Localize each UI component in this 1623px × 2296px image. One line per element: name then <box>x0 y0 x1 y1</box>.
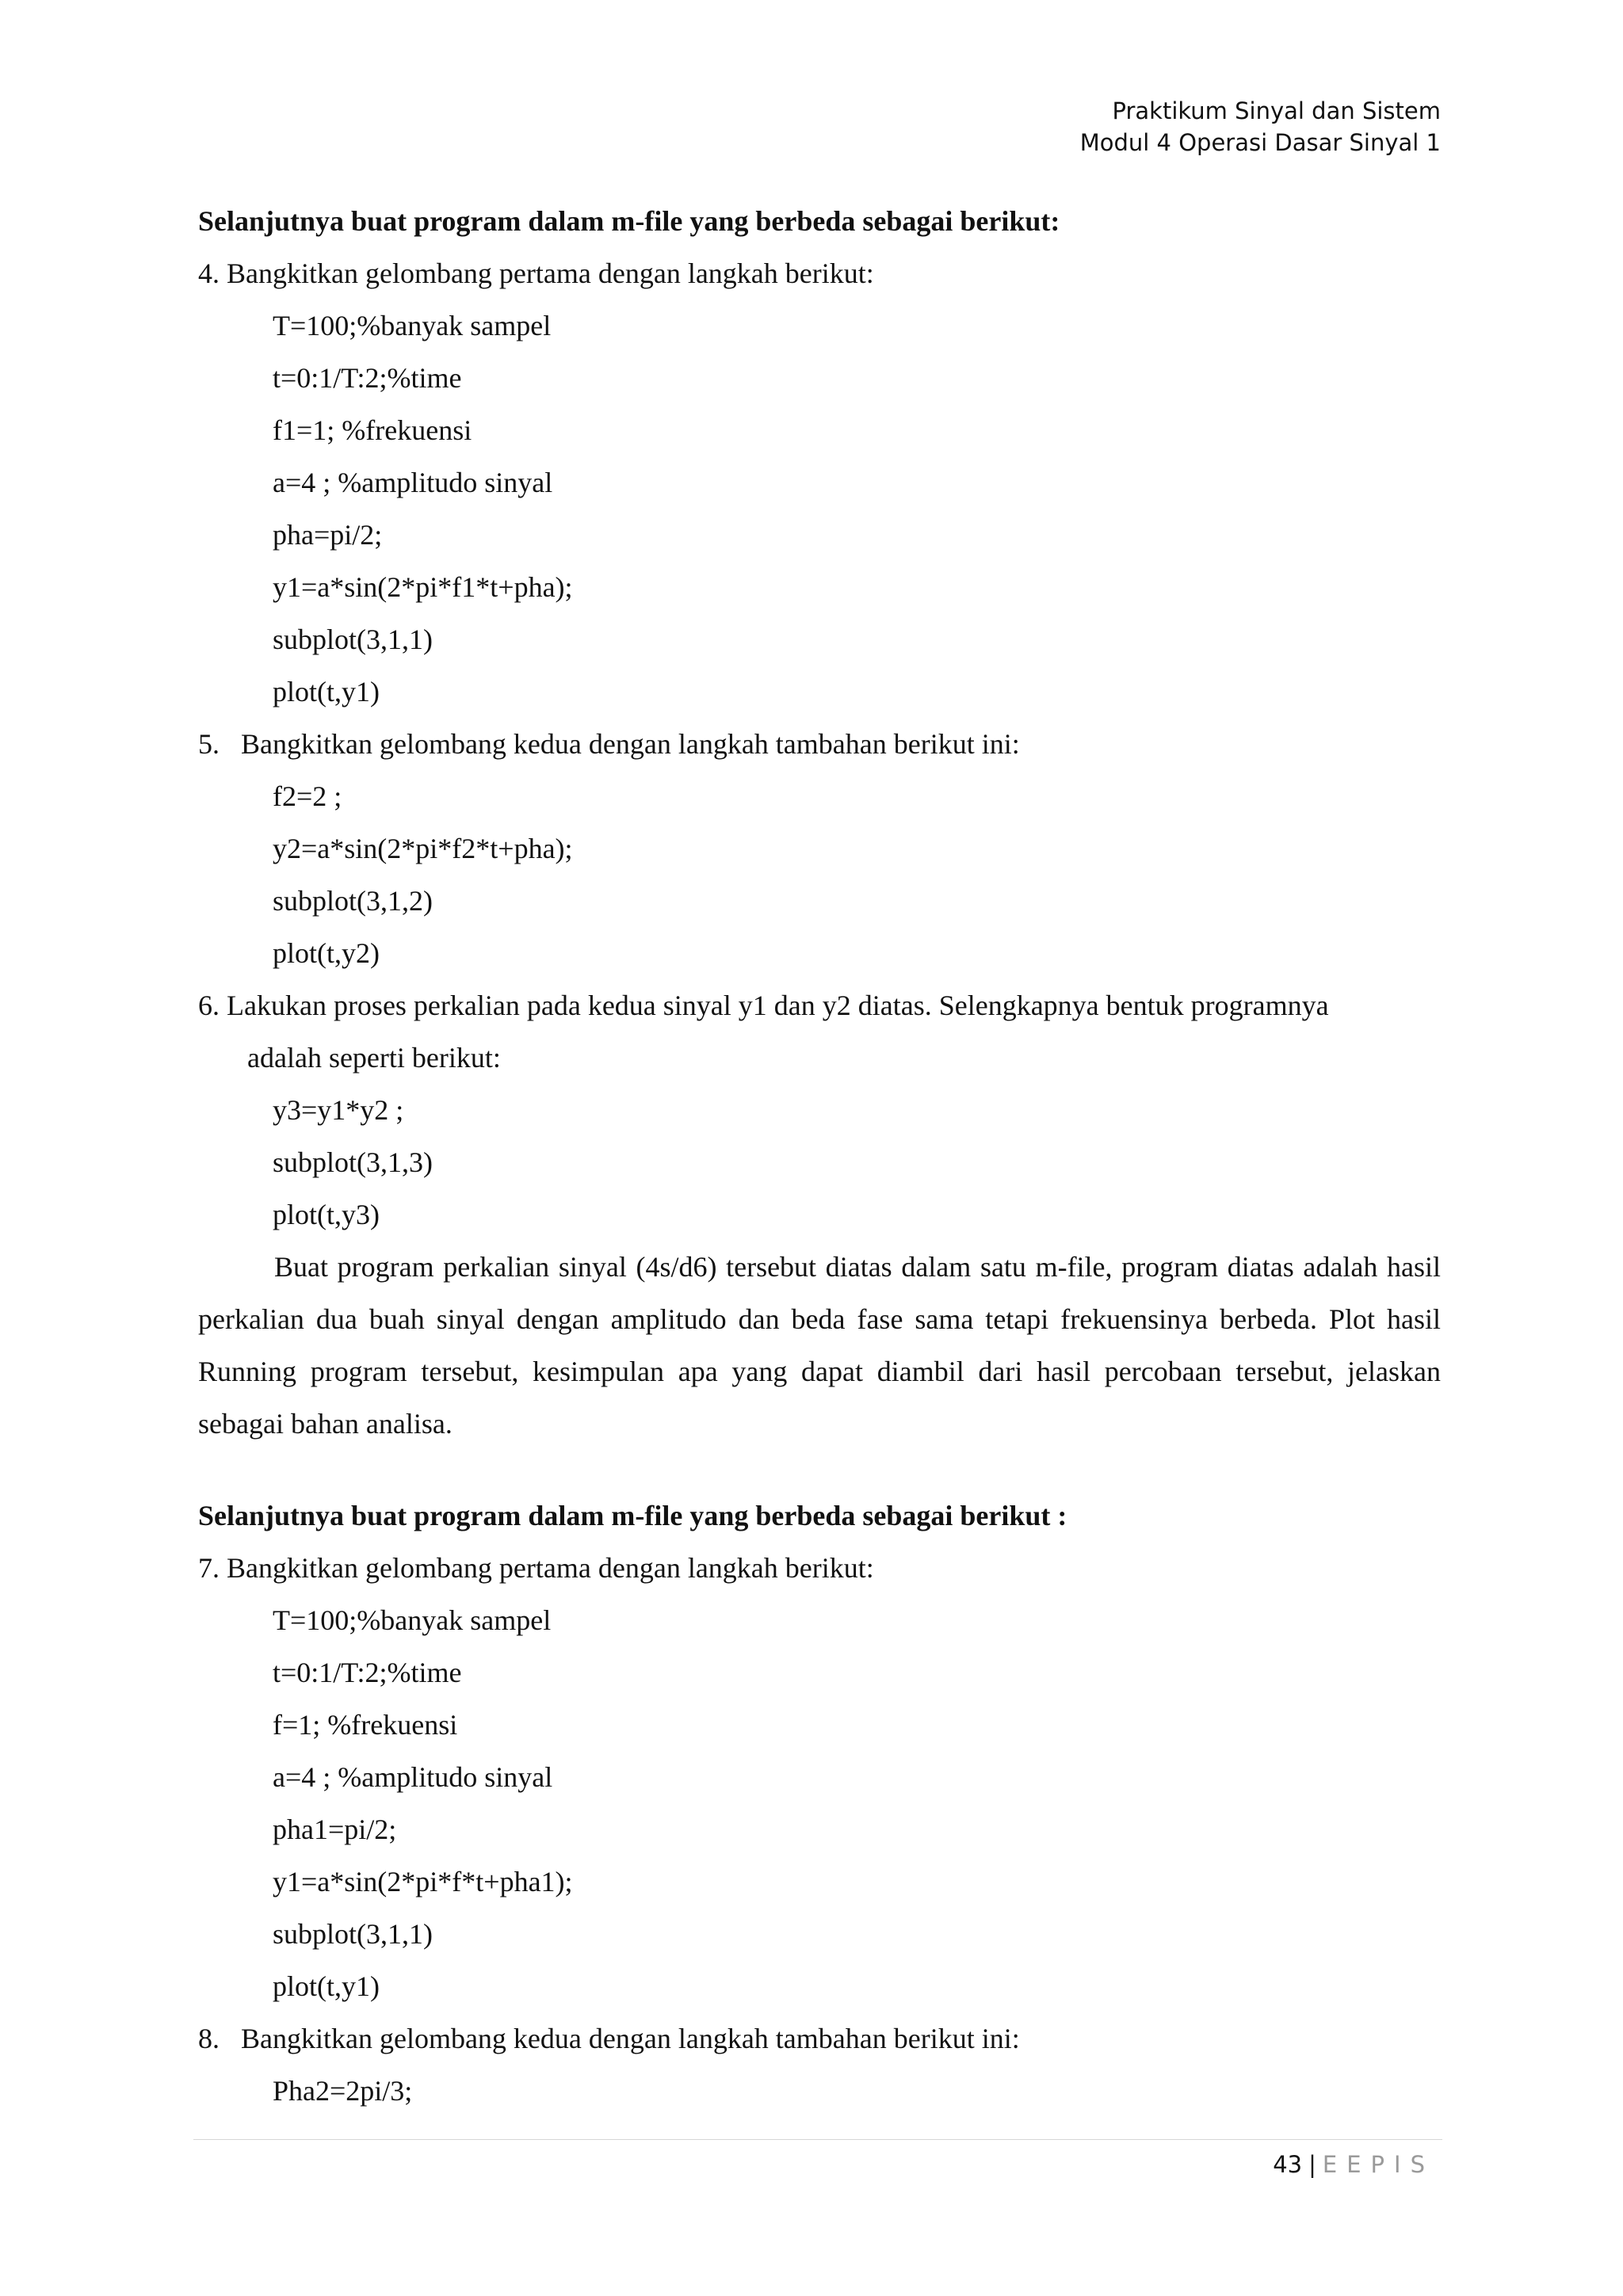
code-block-step-6 <box>198 1084 1441 1241</box>
code-line: pha=pi/2; <box>273 519 383 551</box>
section-heading: Selanjutnya buat program dalam m-file yang berbeda sebagai berikut : <box>198 1500 1067 1531</box>
page-footer <box>1273 2149 1434 2180</box>
code-line: a=4 ; %amplitudo sinyal <box>273 467 553 498</box>
page-body <box>198 195 1441 2117</box>
code-line: plot(t,y1) <box>273 676 380 707</box>
code-line: t=0:1/T:2;%time <box>273 362 462 394</box>
code-line: y1=a*sin(2*pi*f1*t+pha); <box>273 571 573 603</box>
header-course-title: Praktikum Sinyal dan Sistem <box>1112 97 1441 124</box>
section-heading: Selanjutnya buat program dalam m-file yang berbeda sebagai berikut: <box>198 205 1060 237</box>
code-line: subplot(3,1,2) <box>273 885 433 917</box>
header-module-title: Modul 4 Operasi Dasar Sinyal 1 <box>1079 129 1441 156</box>
footer-org: EEPIS <box>1322 2151 1434 2178</box>
code-line: Pha2=2pi/3; <box>273 2075 413 2107</box>
code-line: f=1; %frekuensi <box>273 1709 458 1741</box>
page-header <box>1080 95 1441 158</box>
page-number: 43 <box>1273 2151 1303 2178</box>
code-line: f1=1; %frekuensi <box>273 414 472 446</box>
footer-divider <box>193 2139 1442 2140</box>
analysis-paragraph: Buat program perkalian sinyal (4s/d6) tersebut diatas dalam satu m-file, program diatas adalah hasil perkalian dua buah sinyal dengan amplitudo dan beda fase sama tetapi frekuensinya berbeda. Plot hasil Running program tersebut, kesimpulan apa yang dapat diambil dari hasil percobaan tersebut, jelaskan sebagai bahan analisa. <box>198 1251 1441 1440</box>
code-block-step-8 <box>198 2065 1441 2117</box>
code-line: plot(t,y1) <box>273 1970 380 2002</box>
step-6-instruction: 6. Lakukan proses perkalian pada kedua sinyal y1 dan y2 diatas. Selengkapnya bentuk programnya <box>198 990 1329 1021</box>
code-line: y3=y1*y2 ; <box>273 1094 404 1126</box>
code-line: subplot(3,1,1) <box>273 1918 433 1950</box>
code-line: plot(t,y3) <box>273 1199 380 1230</box>
code-block-step-4 <box>198 299 1441 718</box>
code-line: f2=2 ; <box>273 780 342 812</box>
step-7-instruction: 7. Bangkitkan gelombang pertama dengan langkah berikut: <box>198 1552 874 1584</box>
section-spacer <box>198 1450 1441 1489</box>
code-line: subplot(3,1,3) <box>273 1146 433 1178</box>
code-line: plot(t,y2) <box>273 937 380 969</box>
code-line: T=100;%banyak sampel <box>273 1604 552 1636</box>
step-6-instruction-continued: adalah seperti berikut: <box>247 1042 501 1074</box>
footer-separator: | <box>1308 2151 1316 2178</box>
code-line: y2=a*sin(2*pi*f2*t+pha); <box>273 833 573 864</box>
code-line: y1=a*sin(2*pi*f*t+pha1); <box>273 1866 573 1897</box>
code-line: t=0:1/T:2;%time <box>273 1657 462 1688</box>
step-4-instruction: 4. Bangkitkan gelombang pertama dengan langkah berikut: <box>198 257 874 289</box>
code-block-step-7 <box>198 1594 1441 2012</box>
step-5-instruction: 5. Bangkitkan gelombang kedua dengan langkah tambahan berikut ini: <box>198 728 1020 760</box>
code-line: pha1=pi/2; <box>273 1814 397 1845</box>
code-line: subplot(3,1,1) <box>273 624 433 655</box>
step-8-instruction: 8. Bangkitkan gelombang kedua dengan langkah tambahan berikut ini: <box>198 2023 1020 2054</box>
code-line: a=4 ; %amplitudo sinyal <box>273 1761 553 1793</box>
code-line: T=100;%banyak sampel <box>273 310 552 341</box>
code-block-step-5 <box>198 770 1441 979</box>
